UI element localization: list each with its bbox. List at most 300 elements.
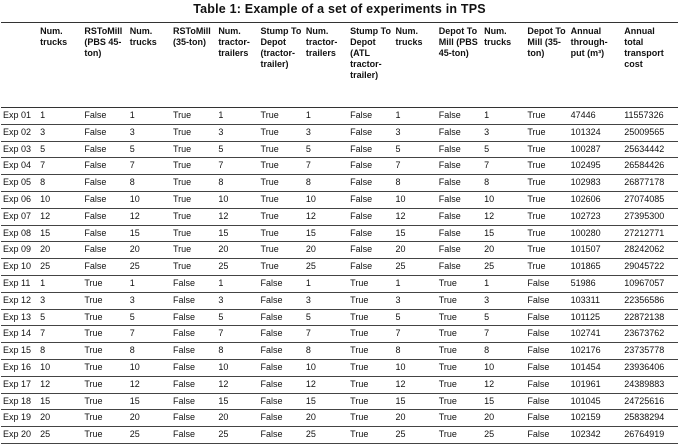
table-cell: 12 (394, 376, 437, 393)
table-cell: 12 (216, 208, 258, 225)
table-cell: True (171, 158, 216, 175)
table-row (1, 242, 678, 259)
table-row (1, 359, 678, 376)
table-cell: True (259, 124, 304, 141)
table-cell: 25 (482, 259, 525, 276)
table-cell: 3 (482, 292, 525, 309)
table-cell: 102342 (569, 427, 623, 444)
table-cell: False (259, 359, 304, 376)
table-cell: 3 (394, 292, 437, 309)
table-cell: True (259, 225, 304, 242)
table-cell: 3 (38, 292, 82, 309)
table-cell: 3 (128, 124, 171, 141)
table-cell: 10 (304, 359, 348, 376)
table-cell: True (525, 141, 568, 158)
table-cell: True (525, 175, 568, 192)
table-cell: True (525, 158, 568, 175)
table-cell: 10 (394, 359, 437, 376)
table-cell: False (437, 108, 482, 125)
column-header: RSToMill (35-ton) (171, 23, 216, 108)
table-cell: 20 (482, 410, 525, 427)
table-cell: 47446 (569, 108, 623, 125)
table-cell: 10 (216, 191, 258, 208)
column-header: Stump To Depot (tractor-trailer) (259, 23, 304, 108)
table-cell: 15 (128, 225, 171, 242)
table-cell: 24725616 (622, 393, 678, 410)
table-cell: False (348, 208, 393, 225)
table-cell: True (437, 326, 482, 343)
table-cell: 5 (38, 309, 82, 326)
experiment-label: Exp 07 (1, 208, 38, 225)
table-row (1, 208, 678, 225)
table-cell: 8 (304, 343, 348, 360)
table-cell: 5 (394, 141, 437, 158)
experiment-label: Exp 06 (1, 191, 38, 208)
table-cell: 100287 (569, 141, 623, 158)
table-cell: 101865 (569, 259, 623, 276)
table-cell: 20 (304, 242, 348, 259)
table-cell: 12 (128, 208, 171, 225)
table-cell: True (259, 208, 304, 225)
table-row (1, 292, 678, 309)
table-row (1, 326, 678, 343)
table-cell: 5 (304, 141, 348, 158)
table-cell: 102983 (569, 175, 623, 192)
table-cell: 15 (216, 393, 258, 410)
table-cell: True (437, 359, 482, 376)
experiment-label: Exp 12 (1, 292, 38, 309)
table-cell: False (525, 393, 568, 410)
table-cell: True (171, 191, 216, 208)
experiment-label: Exp 20 (1, 427, 38, 444)
table-cell: 8 (216, 175, 258, 192)
experiment-label: Exp 13 (1, 309, 38, 326)
table-cell: 20 (304, 410, 348, 427)
table-cell: True (525, 259, 568, 276)
table-cell: 12 (394, 208, 437, 225)
table-cell: False (348, 141, 393, 158)
table-cell: 12 (482, 208, 525, 225)
table-cell: 12 (482, 376, 525, 393)
table-cell: 25009565 (622, 124, 678, 141)
table-cell: True (525, 225, 568, 242)
table-cell: True (437, 427, 482, 444)
table-cell: 3 (38, 124, 82, 141)
table-cell: 7 (304, 158, 348, 175)
table-cell: 25 (128, 259, 171, 276)
table-cell: True (437, 275, 482, 292)
table-body (1, 108, 678, 444)
experiment-label: Exp 02 (1, 124, 38, 141)
table-cell: False (525, 427, 568, 444)
table-cell: True (348, 275, 393, 292)
experiment-label: Exp 16 (1, 359, 38, 376)
table-row (1, 124, 678, 141)
table-row (1, 108, 678, 125)
table-cell: True (82, 309, 127, 326)
table-cell: False (525, 309, 568, 326)
column-header: Num. trucks (128, 23, 171, 108)
table-cell: 10 (128, 191, 171, 208)
table-cell: 7 (394, 326, 437, 343)
table-row (1, 309, 678, 326)
table-cell: 23936406 (622, 359, 678, 376)
table-cell: True (259, 259, 304, 276)
table-cell: 1 (304, 275, 348, 292)
table-cell: 20 (394, 242, 437, 259)
table-cell: True (171, 225, 216, 242)
table-cell: True (171, 108, 216, 125)
table-cell: False (259, 275, 304, 292)
table-cell: False (525, 376, 568, 393)
table-cell: True (259, 141, 304, 158)
table-cell: 20 (38, 242, 82, 259)
table-cell: False (82, 158, 127, 175)
table-cell: False (82, 108, 127, 125)
table-cell: 25 (38, 427, 82, 444)
table-cell: True (82, 326, 127, 343)
table-cell: False (525, 359, 568, 376)
table-cell: 7 (128, 326, 171, 343)
table-cell: 3 (216, 292, 258, 309)
table-cell: True (525, 208, 568, 225)
table-cell: 15 (482, 393, 525, 410)
table-cell: 10 (128, 359, 171, 376)
experiment-label: Exp 03 (1, 141, 38, 158)
table-row (1, 410, 678, 427)
table-cell: 102495 (569, 158, 623, 175)
table-cell: 5 (304, 309, 348, 326)
table-cell: 22356586 (622, 292, 678, 309)
table-row (1, 158, 678, 175)
table-cell: False (171, 410, 216, 427)
table-cell: 25 (216, 427, 258, 444)
table-cell: False (348, 158, 393, 175)
experiment-label: Exp 15 (1, 343, 38, 360)
table-cell: 25 (394, 427, 437, 444)
table-cell: 101507 (569, 242, 623, 259)
table-cell: True (348, 376, 393, 393)
table-cell: False (82, 208, 127, 225)
table-cell: 27212771 (622, 225, 678, 242)
table-cell: 20 (128, 242, 171, 259)
table-cell: False (171, 309, 216, 326)
table-cell: 20 (38, 410, 82, 427)
table-cell: 20 (216, 410, 258, 427)
table-row (1, 427, 678, 444)
table-cell: 5 (394, 309, 437, 326)
table-cell: True (82, 410, 127, 427)
table-cell: 101324 (569, 124, 623, 141)
table-cell: 7 (482, 326, 525, 343)
table-cell: 25 (128, 427, 171, 444)
table-cell: True (437, 309, 482, 326)
table-cell: False (437, 259, 482, 276)
table-cell: False (437, 191, 482, 208)
experiment-label: Exp 17 (1, 376, 38, 393)
table-cell: True (259, 158, 304, 175)
table-cell: 102741 (569, 326, 623, 343)
table-cell: 25 (304, 259, 348, 276)
table-cell: False (437, 141, 482, 158)
table-cell: 25634442 (622, 141, 678, 158)
table-cell: True (82, 343, 127, 360)
table-cell: 15 (482, 225, 525, 242)
table-cell: 1 (216, 275, 258, 292)
table-cell: 10967057 (622, 275, 678, 292)
table-cell: False (259, 410, 304, 427)
column-header (1, 23, 38, 108)
table-cell: 27395300 (622, 208, 678, 225)
table-cell: 1 (128, 108, 171, 125)
table-cell: 10 (394, 191, 437, 208)
table-cell: 25 (394, 259, 437, 276)
table-cell: False (525, 326, 568, 343)
table-cell: 22872138 (622, 309, 678, 326)
table-cell: False (171, 326, 216, 343)
table-cell: 10 (304, 191, 348, 208)
table-cell: 7 (216, 326, 258, 343)
column-header: Num. trucks (38, 23, 82, 108)
table-cell: False (437, 175, 482, 192)
table-cell: True (171, 259, 216, 276)
table-row (1, 393, 678, 410)
table-cell: 5 (128, 141, 171, 158)
table-cell: True (82, 427, 127, 444)
table-cell: 7 (304, 326, 348, 343)
table-cell: True (82, 292, 127, 309)
table-cell: False (437, 124, 482, 141)
table-cell: False (259, 292, 304, 309)
column-header: Stump To Depot (ATL tractor-trailer) (348, 23, 393, 108)
table-cell: True (82, 376, 127, 393)
table-cell: True (437, 343, 482, 360)
table-cell: 1 (38, 275, 82, 292)
table-cell: 8 (216, 343, 258, 360)
table-cell: 101961 (569, 376, 623, 393)
table-row (1, 141, 678, 158)
table-cell: 102723 (569, 208, 623, 225)
table-cell: 100280 (569, 225, 623, 242)
table-cell: False (82, 191, 127, 208)
table-cell: 3 (304, 124, 348, 141)
table-cell: False (437, 158, 482, 175)
table-cell: 23735778 (622, 343, 678, 360)
table-cell: 5 (216, 141, 258, 158)
table-cell: True (348, 410, 393, 427)
table-cell: False (171, 343, 216, 360)
table-cell: True (437, 376, 482, 393)
table-cell: 10 (38, 191, 82, 208)
experiment-label: Exp 08 (1, 225, 38, 242)
table-cell: 24389883 (622, 376, 678, 393)
table-cell: 25 (482, 427, 525, 444)
table-cell: False (437, 225, 482, 242)
table-cell: 15 (216, 225, 258, 242)
table-cell: False (82, 124, 127, 141)
table-cell: 101125 (569, 309, 623, 326)
table-cell: 1 (216, 108, 258, 125)
table-cell: 28242062 (622, 242, 678, 259)
table-cell: True (348, 393, 393, 410)
table-cell: 12 (304, 376, 348, 393)
table-cell: False (525, 275, 568, 292)
table-cell: False (348, 259, 393, 276)
table-cell: False (348, 124, 393, 141)
column-header: Depot To Mill (PBS 45-ton) (437, 23, 482, 108)
column-header: Num. tractor-trailers (216, 23, 258, 108)
table-cell: 12 (38, 208, 82, 225)
table-cell: False (259, 427, 304, 444)
table-cell: True (259, 242, 304, 259)
table-cell: 10 (216, 359, 258, 376)
experiments-table (1, 22, 678, 444)
table-cell: True (525, 108, 568, 125)
table-cell: 103311 (569, 292, 623, 309)
table-cell: 5 (482, 141, 525, 158)
experiment-label: Exp 14 (1, 326, 38, 343)
table-cell: 3 (304, 292, 348, 309)
experiment-label: Exp 10 (1, 259, 38, 276)
table-cell: True (437, 393, 482, 410)
table-cell: False (171, 275, 216, 292)
table-row (1, 225, 678, 242)
table-cell: 15 (38, 393, 82, 410)
table-cell: 5 (128, 309, 171, 326)
table-cell: 20 (128, 410, 171, 427)
table-cell: False (437, 242, 482, 259)
table-row (1, 191, 678, 208)
table-cell: 5 (482, 309, 525, 326)
table-cell: 1 (394, 108, 437, 125)
table-cell: True (171, 208, 216, 225)
table-cell: 8 (394, 343, 437, 360)
table-cell: 3 (482, 124, 525, 141)
table-cell: 15 (38, 225, 82, 242)
table-cell: True (171, 141, 216, 158)
column-header: Num. trucks (482, 23, 525, 108)
table-cell: False (348, 191, 393, 208)
table-cell: True (259, 108, 304, 125)
table-cell: False (259, 376, 304, 393)
table-cell: 11557326 (622, 108, 678, 125)
table-cell: 26877178 (622, 175, 678, 192)
table-cell: 3 (394, 124, 437, 141)
table-title: Table 1: Example of a set of experiments in TPS (193, 2, 486, 16)
table-cell: 25 (216, 259, 258, 276)
table-cell: 102159 (569, 410, 623, 427)
experiment-label: Exp 18 (1, 393, 38, 410)
table-cell: True (348, 309, 393, 326)
table-cell: 15 (394, 225, 437, 242)
table-cell: False (171, 359, 216, 376)
table-cell: 1 (482, 275, 525, 292)
table-cell: 12 (216, 376, 258, 393)
table-cell: 5 (216, 309, 258, 326)
table-cell: False (259, 343, 304, 360)
column-header: Annual through-put (m³) (569, 23, 623, 108)
table-cell: 15 (304, 225, 348, 242)
table-cell: 5 (38, 141, 82, 158)
table-cell: False (259, 326, 304, 343)
table-cell: 29045722 (622, 259, 678, 276)
table-cell: 25 (38, 259, 82, 276)
table-cell: 25838294 (622, 410, 678, 427)
table-cell: 102606 (569, 191, 623, 208)
table-cell: 10 (482, 359, 525, 376)
table-cell: True (348, 292, 393, 309)
table-cell: True (171, 242, 216, 259)
table-cell: True (259, 191, 304, 208)
table-cell: True (348, 326, 393, 343)
table-cell: 7 (394, 158, 437, 175)
table-cell: True (437, 410, 482, 427)
experiment-label: Exp 05 (1, 175, 38, 192)
table-cell: True (171, 124, 216, 141)
table-cell: True (82, 359, 127, 376)
table-cell: True (437, 292, 482, 309)
table-cell: 8 (38, 175, 82, 192)
table-cell: 101454 (569, 359, 623, 376)
table-cell: True (525, 242, 568, 259)
table-cell: 7 (38, 158, 82, 175)
table-cell: 10 (482, 191, 525, 208)
experiment-label: Exp 01 (1, 108, 38, 125)
table-cell: 15 (304, 393, 348, 410)
table-cell: 7 (482, 158, 525, 175)
table-cell: False (348, 225, 393, 242)
table-cell: 15 (128, 393, 171, 410)
table-row (1, 275, 678, 292)
table-cell: False (171, 376, 216, 393)
table-cell: 3 (128, 292, 171, 309)
table-cell: 1 (394, 275, 437, 292)
table-cell: 25 (304, 427, 348, 444)
table-cell: False (525, 292, 568, 309)
table-cell: False (82, 259, 127, 276)
table-cell: 51986 (569, 275, 623, 292)
experiment-label: Exp 04 (1, 158, 38, 175)
experiment-label: Exp 09 (1, 242, 38, 259)
table-cell: 15 (394, 393, 437, 410)
table-cell: True (348, 359, 393, 376)
table-row (1, 343, 678, 360)
table-cell: 1 (482, 108, 525, 125)
column-header: Annual total transport cost (622, 23, 678, 108)
table-cell: 20 (216, 242, 258, 259)
table-cell: 12 (38, 376, 82, 393)
table-cell: False (348, 108, 393, 125)
table-cell: False (525, 410, 568, 427)
column-header: RSToMill (PBS 45-ton) (82, 23, 127, 108)
table-cell: True (82, 275, 127, 292)
table-cell: 20 (394, 410, 437, 427)
table-cell: 8 (482, 175, 525, 192)
column-header: Depot To Mill (35-ton) (525, 23, 568, 108)
table-cell: False (82, 225, 127, 242)
table-cell: 8 (128, 175, 171, 192)
table-cell: True (259, 175, 304, 192)
table-cell: True (348, 343, 393, 360)
table-cell: 7 (128, 158, 171, 175)
header-row (1, 23, 678, 108)
table-cell: True (348, 427, 393, 444)
table-cell: 7 (38, 326, 82, 343)
table-row (1, 175, 678, 192)
table-cell: False (437, 208, 482, 225)
experiment-label: Exp 11 (1, 275, 38, 292)
table-cell: False (259, 309, 304, 326)
